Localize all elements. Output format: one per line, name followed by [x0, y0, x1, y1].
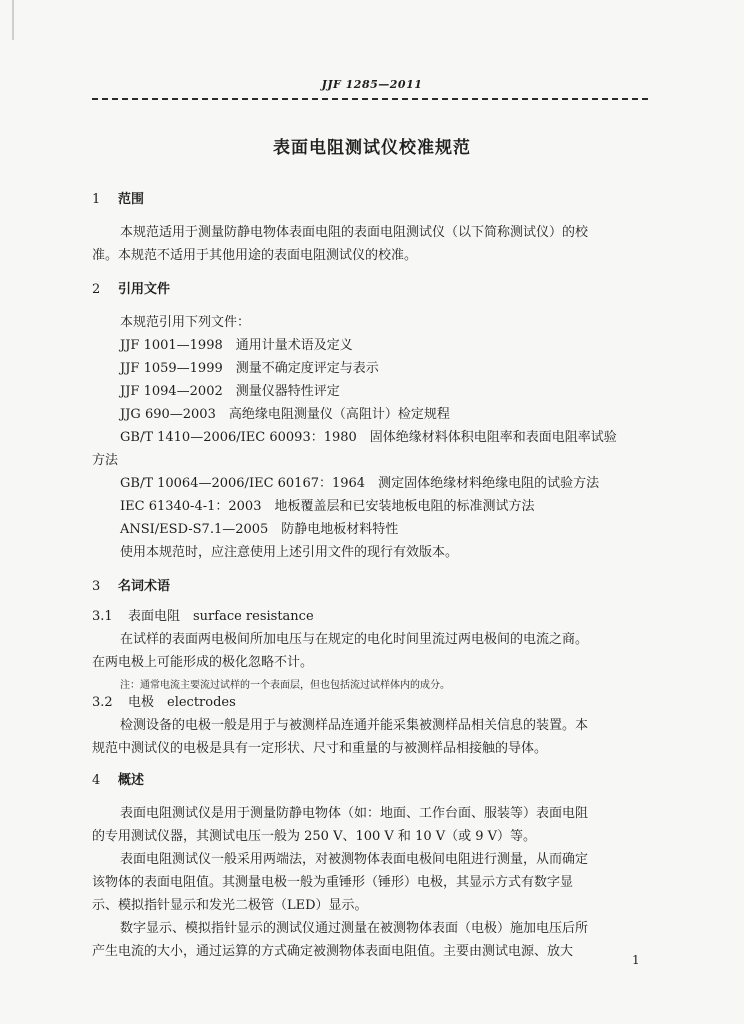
reference-item: JJF 1094—2002 测量仪器特性评定 — [120, 384, 340, 399]
note-text: 注：通常电流主要流过试样的一个表面层，但也包括流过试样体内的成分。 — [120, 680, 450, 691]
reference-item: JJF 1001—1998 通用计量术语及定义 — [120, 338, 353, 353]
section-number: 1 — [92, 192, 101, 207]
section-title: 范围 — [118, 192, 145, 207]
reference-item: GB/T 1410—2006/IEC 60093：1980 固体绝缘材料体积电阻率和表面电阻率试验 — [120, 430, 617, 445]
section-4-heading — [92, 772, 652, 790]
paragraph-line: 该物体的表面电阻值。其测量电极一般为重锤形（锤形）电极，其显示方式有数字显 — [92, 875, 574, 890]
reference-item: ANSI/ESD-S7.1—2005 防静电地板材料特性 — [120, 522, 399, 537]
section-number: 3 — [92, 579, 101, 594]
section-title: 引用文件 — [118, 282, 171, 297]
page-number: 1 — [632, 953, 640, 967]
subsection-title: 电极 electrodes — [128, 695, 236, 710]
scan-edge-mark — [12, 0, 14, 40]
paragraph-line: 在试样的表面两电极间所加电压与在规定的电化时间里流过两电极间的电流之商。 — [120, 632, 589, 647]
reference-item-continuation: 方法 — [92, 453, 119, 468]
subsection-3-1-heading — [92, 608, 652, 626]
paragraph-line: 数字显示、模拟指针显示的测试仪通过测量在被测物体表面（电极）施加电压后所 — [120, 921, 589, 936]
paragraph-line: 本规范适用于测量防静电物体表面电阻的表面电阻测试仪（以下简称测试仪）的校 — [120, 225, 589, 240]
paragraph-line: 检测设备的电极一般是用于与被测样品连通并能采集被测样品相关信息的装置。本 — [120, 718, 589, 733]
standard-code: JJF 1285—2011 — [321, 78, 423, 91]
subsection-title: 表面电阻 surface resistance — [128, 609, 314, 624]
reference-item: IEC 61340-4-1：2003 地板覆盖层和已安装地板电阻的标准测试方法 — [120, 499, 535, 514]
paragraph-line: 在两电极上可能形成的极化忽略不计。 — [92, 655, 314, 670]
paragraph-line: 本规范引用下列文件： — [120, 315, 251, 330]
paragraph-line: 产生电流的大小，通过运算的方式确定被测物体表面电阻值。主要由测试电源、放大 — [92, 944, 574, 959]
paragraph-line: 表面电阻测试仪是用于测量防静电物体（如：地面、工作台面、服装等）表面电阻 — [120, 806, 589, 821]
paragraph-line: 使用本规范时，应注意使用上述引用文件的现行有效版本。 — [120, 545, 459, 560]
paragraph-line: 规范中测试仪的电极是具有一定形状、尺寸和重量的与被测样品相接触的导体。 — [92, 741, 548, 756]
subsection-number: 3.2 — [92, 695, 113, 710]
section-1-heading — [92, 191, 652, 209]
paragraph-line: 表面电阻测试仪一般采用两端法，对被测物体表面电极间电阻进行测量，从而确定 — [120, 852, 589, 867]
section-number: 4 — [92, 773, 101, 788]
paragraph-line: 的专用测试仪器，其测试电压一般为 250 V、100 V 和 10 V（或 9 V）等。 — [92, 829, 537, 844]
section-title: 概述 — [118, 773, 145, 788]
subsection-number: 3.1 — [92, 609, 113, 624]
reference-item: GB/T 10064—2006/IEC 60167：1964 测定固体绝缘材料绝缘电阻的试验方法 — [120, 476, 600, 491]
subsection-3-2-heading — [92, 694, 652, 712]
paragraph-line: 准。本规范不适用于其他用途的表面电阻测试仪的校准。 — [92, 248, 418, 263]
section-number: 2 — [92, 282, 101, 297]
section-title: 名词术语 — [118, 579, 171, 594]
reference-item: JJG 690—2003 高绝缘电阻测量仪（高阻计）检定规程 — [120, 407, 450, 422]
paragraph-line: 示、模拟指针显示和发光二极管（LED）显示。 — [92, 898, 368, 913]
section-2-heading — [92, 281, 652, 299]
reference-item: JJF 1059—1999 测量不确定度评定与表示 — [120, 361, 379, 376]
header-rule — [92, 98, 648, 100]
page-title: 表面电阻测试仪校准规范 — [273, 138, 471, 158]
section-3-heading — [92, 578, 652, 596]
